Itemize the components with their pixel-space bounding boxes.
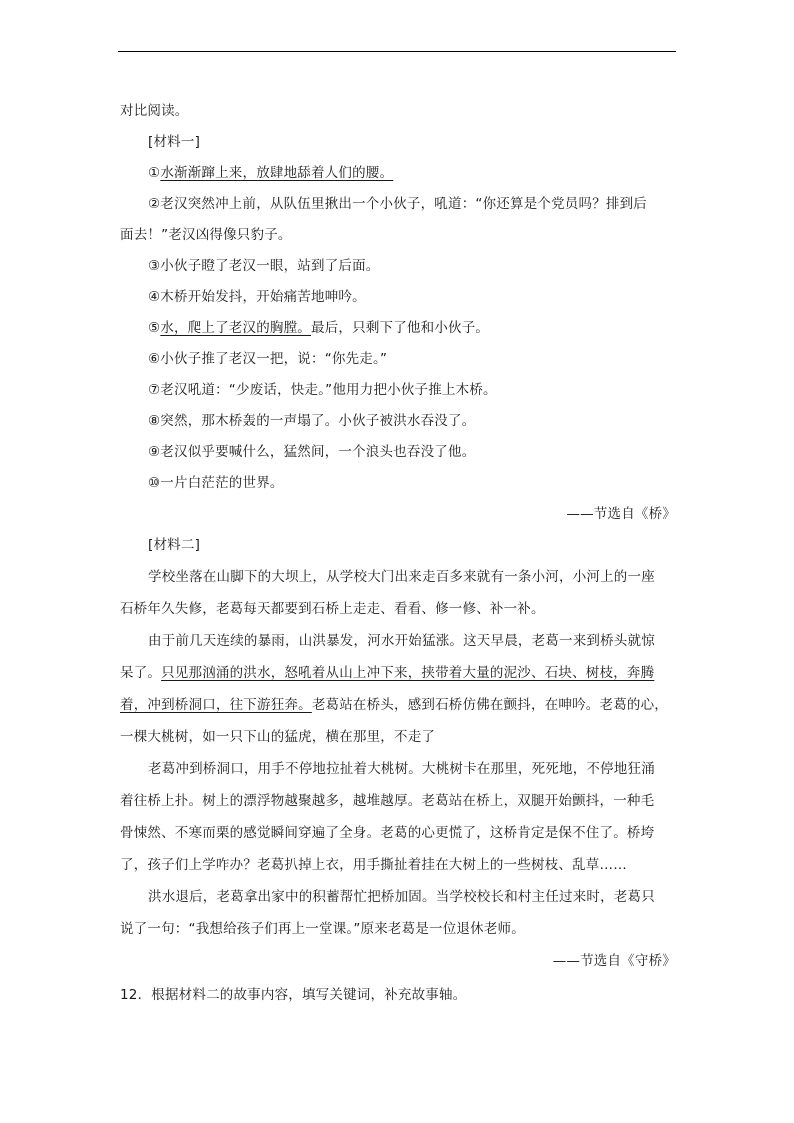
header-rule — [118, 51, 676, 52]
material2-para3-line4: 了，孩子们上学咋办？老葛扒掉上衣，用手撕扯着挂在大树上的一些树枝、乱草…… — [120, 857, 627, 873]
material2-para4-line2: 说了一句：“我想给孩子们再上一堂课。”原来老葛是一位退休老师。 — [120, 921, 525, 937]
material1-sentence-4: ④木桥开始发抖，开始痛苦地呻吟。 — [148, 289, 366, 305]
material1-sentence-8: ⑧突然，那木桥轰的一声塌了。小伙子被洪水吞没了。 — [148, 413, 476, 429]
material2-para2-line1: 由于前几天连续的暴雨，山洪暴发，河水开始猛涨。这天早晨，老葛一来到桥头就惊 — [148, 633, 655, 649]
material2-heading: [材料二] — [148, 537, 201, 553]
underlined-sentence: 着，冲到桥洞口，往下游狂奔。 — [120, 697, 312, 713]
material1-sentence-7: ⑦老汉吼道：“少废话，快走。”他用力把小伙子推上木桥。 — [148, 382, 497, 398]
material1-sentence-6: ⑥小伙子推了老汉一把，说：“你先走。” — [148, 351, 388, 367]
material2-para2-line3 — [120, 689, 676, 721]
material2-para1-line2: 石桥年久失修，老葛每天都要到石桥上走走、看看、修一修、补一补。 — [120, 601, 545, 617]
material1-sentence-1 — [120, 158, 676, 189]
plain-text: 呆了。 — [120, 665, 162, 681]
sentence-number: ① — [148, 165, 161, 181]
material2-para2-line2 — [120, 657, 676, 689]
intro-text: 对比阅读。 — [120, 103, 189, 119]
material2-para4-line1: 洪水退后，老葛拿出家中的积蓄帮忙把桥加固。当学校校长和村主任过来时，老葛只 — [148, 889, 655, 905]
material2-source: ——节选自《守桥》 — [552, 953, 676, 969]
material1-sentence-3: ③小伙子瞪了老汉一眼，站到了后面。 — [148, 258, 380, 274]
material1-sentence-2a: ②老汉突然冲上前，从队伍里揪出一个小伙子，吼道：“你还算是个党员吗？排到后 — [148, 196, 647, 212]
material2-para3-line2: 着往桥上扑。树上的漂浮物越聚越多，越堆越厚。老葛站在桥上，双腿开始颤抖，一种毛 — [120, 793, 655, 809]
material2-para1-line1: 学校坐落在山脚下的大坝上，从学校大门出来走百多来就有一条小河，小河上的一座 — [148, 569, 655, 585]
sentence-number: ⑤ — [148, 320, 161, 336]
underlined-sentence: 只见那汹涌的洪水，怒吼着从山上冲下来，挟带着大量的泥沙、石块、树枝，奔腾 — [161, 665, 655, 681]
material1-sentence-2b: 面去！”老汉凶得像只豹子。 — [120, 227, 292, 243]
underlined-sentence: 水渐渐蹿上来，放肆地舔着人们的腰。 — [160, 165, 394, 181]
underlined-sentence: 水，爬上了老汉的胸膛。 — [160, 320, 312, 336]
plain-text: 老葛站在桥头，感到石桥仿佛在颤抖，在呻吟。老葛的心， — [311, 697, 669, 713]
material1-sentence-10: ⑩一片白茫茫的世界。 — [148, 475, 284, 491]
material1-sentence-9: ⑨老汉似乎要喊什么，猛然间，一个浪头也吞没了他。 — [148, 444, 476, 460]
sentence-rest: 最后，只剩下了他和小伙子。 — [311, 320, 490, 336]
material1-source: ——节选自《桥》 — [566, 506, 676, 522]
material2-para3-line3: 骨悚然、不寒而栗的感觉瞬间穿遍了全身。老葛的心更慌了，这桥肯定是保不住了。桥垮 — [120, 825, 655, 841]
material1-heading: [材料一] — [148, 134, 201, 150]
question-12: 12．根据材料二的故事内容，填写关键词，补充故事轴。 — [120, 987, 467, 1003]
material2-para3-line1: 老葛冲到桥洞口，用手不停地拉扯着大桃树。大桃树卡在那里，死死地，不停地狂涌 — [148, 761, 655, 777]
reading-content — [120, 96, 676, 1011]
material1-sentence-5 — [120, 313, 676, 344]
material2-para2-line4: 一棵大桃树，如一只下山的猛虎，横在那里，不走了 — [120, 729, 436, 745]
